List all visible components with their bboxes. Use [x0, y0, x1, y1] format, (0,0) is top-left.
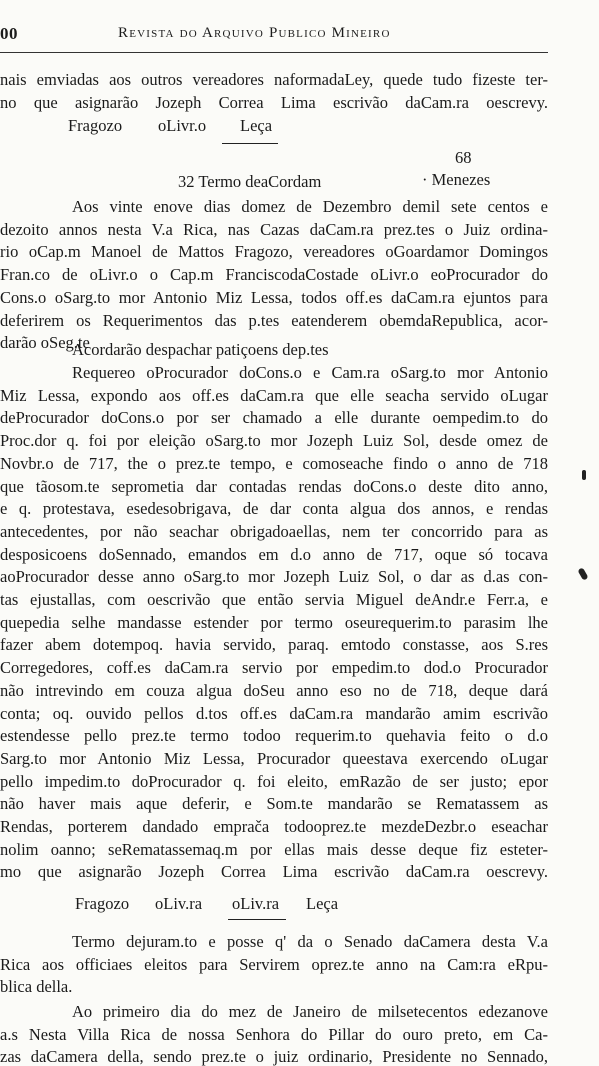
- text-line: quepedia selhe mandasse estender por termo oseurequerim.to parasim lhe: [0, 612, 548, 632]
- running-title: Revista do Arquivo Publico Mineiro: [118, 25, 391, 41]
- text-line: Sarg.to mor Antonio Miz Lessa, Procurador queestava exercendo oLugar: [0, 748, 548, 768]
- text-line: nolim oanno; seRematassemaq.m por ellas mais desse deque fiz esteter-: [0, 839, 548, 859]
- page-number: 00: [0, 24, 18, 43]
- text-line: nais emviadas aos outros vereadores naformadaLey, quede tudo fizeste ter-: [0, 70, 548, 89]
- text-line: Aos vinte enove dias domez de Dezembro demil sete centos e: [72, 197, 548, 216]
- text-line: conta; oq. ouvido pellos d.tos off.es daCam.ra mandarão amim escrivão: [0, 703, 548, 723]
- text-line: não intrevindo em couza algua doSeu anno eso no de 718, deque dará: [0, 680, 548, 700]
- signature: Fragozo: [75, 894, 130, 913]
- text-line: aoProcurador desse anno oSarg.to mor Jozeph Luiz Sol, o dar as d.as con-: [0, 567, 548, 587]
- text-line: darão oSeg.te: [0, 333, 90, 353]
- text-line: e q. protestava, esedesobrigava, de dar conta algua dos annos, e rendas: [0, 499, 548, 519]
- signature: oLiv.ra: [232, 894, 280, 913]
- text-line: Termo dejuram.to e posse q' da o Senado daCamera desta V.a: [72, 932, 548, 951]
- text-line: Novbr.o de 717, the o prez.te tempo, e comoseache findo o anno de 718: [0, 453, 548, 473]
- text-line: Cons.o oSarg.to mor Antonio Miz Lessa, todos off.es daCam.ra ejuntos para: [0, 287, 548, 307]
- page-header: [0, 24, 599, 54]
- margin-speck: [577, 567, 588, 580]
- text-line: no que asignarão Jozeph Correa Lima escrivão daCam.ra oescrevy.: [0, 93, 548, 112]
- text-line: blica della.: [0, 977, 73, 997]
- text-line: pello impedim.to doProcurador q. foi eleito, emRazão de ser justo; epor: [0, 771, 548, 791]
- text-line: tas ejustallas, com oescrivão que então servia Miguel deAndr.e Ferr.a, e: [0, 590, 548, 609]
- header-rule: [0, 52, 548, 53]
- signature-rule: [222, 143, 278, 144]
- text-line: deProcurador doCons.o por ser chamado a elle durante oempedim.to do: [0, 408, 548, 428]
- signature: Fragozo: [68, 116, 123, 135]
- text-line: zas daCamera della, sendo prez.te o juiz ordinario, Presidente no Sennado,: [0, 1047, 548, 1066]
- text-line: estendesse pello prez.te termo todoo requerim.to quehavia feito o d.o: [0, 726, 548, 746]
- text-line: mo que asignarão Jozeph Correa Lima escrivão daCam.ra oescrevy.: [0, 862, 548, 882]
- text-line: a.s Nesta Villa Rica de nossa Senhora do Pillar do ouro preto, em Ca-: [0, 1024, 548, 1044]
- text-line: Rica aos officiaes eleitos para Servirem oprez.te anno na Cam:ra eRpu-: [0, 954, 548, 974]
- text-line: Ao primeiro dia do mez de Janeiro de milsetecentos edezanove: [72, 1002, 548, 1021]
- margin-speck: [582, 470, 586, 480]
- text-line: Corregedores, coff.es daCam.ra servio por empedim.to dod.o Procurador: [0, 658, 548, 678]
- text-line: Requereo oProcurador doCons.o e Cam.ra oSarg.to mor Antonio: [72, 363, 548, 382]
- text-line: deferirem os Requerimentos das p.tes eatenderem obemdaRepublica, acor-: [0, 310, 548, 330]
- text-line: antecedentes, por não seachar obrigadoaellas, nem ter concorrido para as: [0, 521, 548, 541]
- section-title: 32 Termo deaCordam: [178, 172, 322, 191]
- text-line: Rendas, porterem dandado emprača todooprez.te mezdeDezbr.o eseachar: [0, 817, 548, 836]
- margin-number: 68: [455, 148, 472, 167]
- text-line: Proc.dor q. foi por eleição oSarg.to mor Jozeph Luiz Sol, desde omez de: [0, 431, 548, 451]
- signature: oLivr.o: [158, 116, 207, 135]
- margin-name: · Menezes: [422, 170, 491, 189]
- text-line: desposicoens doSennado, emandos em d.o anno de 717, oque só tocava: [0, 544, 548, 564]
- signature: Leça: [306, 894, 339, 913]
- text-line: Miz Lessa, expondo aos off.es daCam.ra que elle seacha servido oLugar: [0, 385, 548, 405]
- text-line: Acordarão despachar patiçoens dep.tes: [72, 340, 329, 359]
- signature: oLiv.ra: [155, 894, 203, 913]
- text-line: não haver mais aque deferir, e Som.te mandarão se Rematassem as: [0, 794, 548, 814]
- signature-rule: [228, 919, 286, 920]
- text-line: rio oCap.m Manoel de Mattos Fragozo, vereadores oGoardamor Domingos: [0, 242, 548, 262]
- signature: Leça: [240, 116, 273, 135]
- text-line: Fran.co de oLivr.o o Cap.m FranciscodaCostade oLivr.o eoProcurador do: [0, 265, 548, 285]
- text-line: fazer abem dotempoq. havia servido, paraq. emtodo constasse, aos S.res: [0, 635, 548, 655]
- text-line: que tãosom.te seprometia dar contadas rendas doCons.o deste dito anno,: [0, 476, 548, 496]
- text-line: dezoito annos nesta V.a Rica, nas Cazas daCam.ra prez.tes o Juiz ordina-: [0, 219, 548, 239]
